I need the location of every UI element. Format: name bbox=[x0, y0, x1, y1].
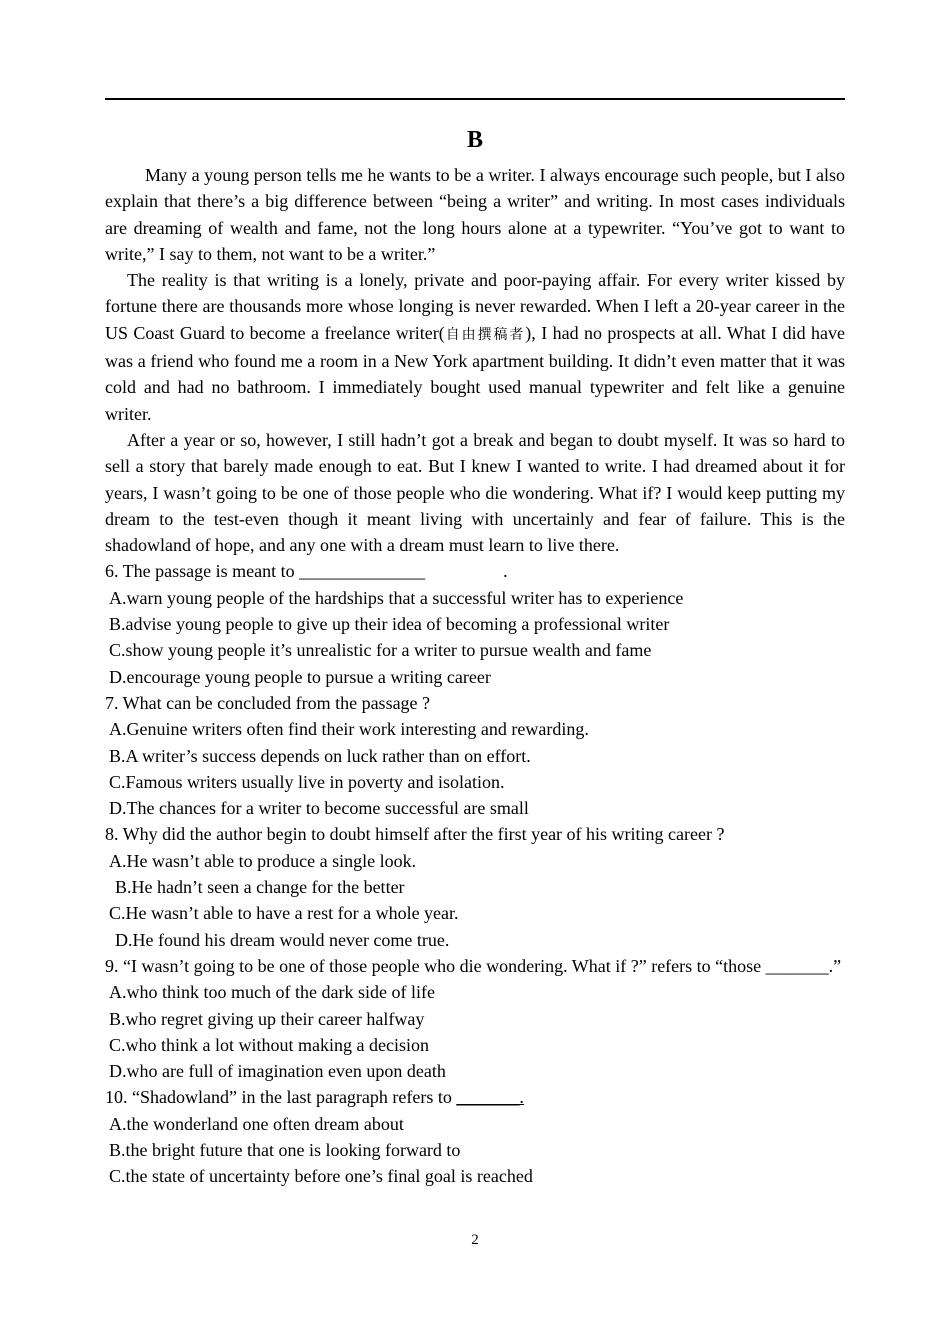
passage-paragraph-2 bbox=[105, 267, 845, 427]
question-7-stem: 7. What can be concluded from the passage ? bbox=[105, 692, 431, 713]
question-8-option-a: A.He wasn’t able to produce a single look. bbox=[109, 850, 417, 871]
question-10-stem bbox=[105, 1084, 845, 1110]
paragraph-2-text-end: ), I had no prospects at all. What I did have was a friend who found me a room in a New York apartment building. It didn’t even matter that it was cold and had no bathroom. I immediately bought used manual typewriter and felt like a genuine writer. bbox=[105, 322, 846, 424]
question-7-option-c: C.Famous writers usually live in poverty and isolation. bbox=[109, 771, 505, 792]
page-number: 2 bbox=[471, 1232, 479, 1248]
question-6-text: 6. The passage is meant to ______________ bbox=[105, 561, 426, 582]
question-6-stem bbox=[105, 558, 845, 584]
question-6-option-b: B.advise young people to give up their idea of becoming a professional writer bbox=[109, 614, 670, 635]
question-8-option-b: B.He hadn’t seen a change for the better bbox=[115, 877, 405, 898]
question-7-option-d: D.The chances for a writer to become successful are small bbox=[109, 798, 529, 819]
passage-paragraph-3: After a year or so, however, I still hadn’t got a break and began to doubt myself. It was so hard to sell a story that barely made enough to eat. But I knew I wanted to write. I had dreamed about it for years, I wasn’t going to be one of those people who die wondering. What if? I would keep putting my dream to the test-even though it meant living with uncertainly and fear of failure. This is the shadowland of hope, and any one with a dream must learn to live there. bbox=[105, 429, 845, 556]
question-8-option-d: D.He found his dream would never come true. bbox=[115, 929, 450, 950]
question-9-option-d: D.who are full of imagination even upon death bbox=[109, 1061, 446, 1082]
question-9-option-c: C.who think a lot without making a decision bbox=[109, 1034, 429, 1055]
header-rule bbox=[105, 98, 845, 100]
chinese-gloss: 自由撰稿者 bbox=[444, 326, 526, 343]
question-9-stem: 9. “I wasn’t going to be one of those people who die wondering. What if ?” refers to “those _______.” bbox=[105, 955, 842, 976]
document-body bbox=[105, 122, 845, 1190]
question-9-option-a: A.who think too much of the dark side of life bbox=[109, 982, 435, 1003]
question-10-option-a: A.the wonderland one often dream about bbox=[109, 1113, 404, 1134]
question-10-blank: _______. bbox=[456, 1087, 524, 1108]
passage-paragraph-1: Many a young person tells me he wants to be a writer. I always encourage such people, but I also explain that there’s a big difference between “being a writer” and writing. In most cases individuals are dreaming of wealth and fame, not the long hours alone at a typewriter. “You’ve got to want to write,” I say to them, not want to be a writer.” bbox=[105, 165, 845, 264]
question-9-option-b: B.who regret giving up their career halfway bbox=[109, 1008, 425, 1029]
question-8-stem: 8. Why did the author begin to doubt himself after the first year of his writing career ? bbox=[105, 824, 725, 845]
question-7-option-a: A.Genuine writers often find their work interesting and rewarding. bbox=[109, 719, 589, 740]
question-6-option-c: C.show young people it’s unrealistic for a writer to pursue wealth and fame bbox=[109, 640, 652, 661]
question-7-option-b: B.A writer’s success depends on luck rather than on effort. bbox=[109, 745, 531, 766]
paragraph-2-text-start: The reality is that writing is a lonely, private and poor-paying affair. For every writer kissed by fortune there are thousands more whose longing is never rewarded. When I left a 20-year career in the US Coast Guard to become a freelance writer( bbox=[105, 270, 845, 343]
question-6-option-d: D.encourage young people to pursue a writing career bbox=[109, 666, 491, 687]
question-8-option-c: C.He wasn’t able to have a rest for a whole year. bbox=[109, 903, 459, 924]
question-10-option-c: C.the state of uncertainty before one’s final goal is reached bbox=[109, 1166, 533, 1187]
question-6-option-a: A.warn young people of the hardships that a successful writer has to experience bbox=[109, 587, 684, 608]
section-title: B bbox=[466, 127, 483, 153]
question-6-end: . bbox=[503, 561, 508, 582]
question-10-option-b: B.the bright future that one is looking forward to bbox=[109, 1139, 461, 1160]
question-10-text: 10. “Shadowland” in the last paragraph refers to bbox=[105, 1087, 457, 1108]
